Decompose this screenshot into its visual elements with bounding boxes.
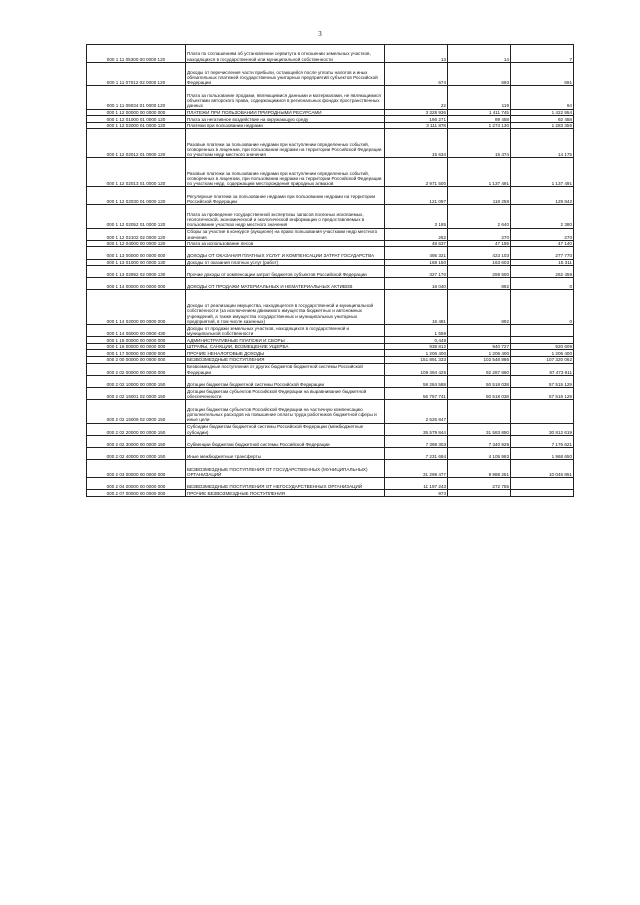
value-year-3-cell	[511, 400, 574, 423]
table-row	[87, 278, 574, 290]
value-year-2-cell: 92 287 860	[448, 363, 511, 375]
table-row	[87, 337, 574, 344]
value-year-1-cell: 109 494 429	[385, 363, 448, 375]
budget-code-cell: 000 2 02 40000 00 0000 150	[87, 447, 186, 459]
description-cell: АДМИНИСТРАТИВНЫЕ ПЛАТЕЖИ И СБОРЫ	[186, 337, 385, 344]
value-year-2-cell: 1 137 491	[448, 158, 511, 187]
value-year-1-cell: 3 328 936	[385, 109, 448, 116]
value-year-1-cell: 168 150	[385, 259, 448, 266]
value-year-3-cell: 1 422 954	[511, 109, 574, 116]
table-row	[87, 86, 574, 109]
value-year-3-cell: 0	[511, 290, 574, 325]
value-year-3-cell: 94	[511, 86, 574, 109]
description-cell: ДОХОДЫ ОТ ПРОДАЖИ МАТЕРИАЛЬНЫХ И НЕМАТЕРИАЛЬНЫХ АКТИВОВ	[186, 278, 385, 290]
value-year-3-cell: 1 968 650	[511, 447, 574, 459]
description-cell: Плата за негативное воздействие на окружающую среду	[186, 116, 385, 123]
budget-code-cell: 000 1 12 02000 01 0000 120	[87, 122, 186, 129]
table-row	[87, 109, 574, 116]
description-cell: Плата за использование лесов	[186, 240, 385, 247]
description-cell: ПРОЧИЕ БЕЗВОЗМЕЗДНЫЕ ПОСТУПЛЕНИЯ	[186, 490, 385, 497]
value-year-3-cell: 129 842	[511, 187, 574, 205]
budget-code-cell: 000 2 02 10000 00 0000 150	[87, 375, 186, 387]
table-row	[87, 240, 574, 247]
value-year-3-cell	[511, 325, 574, 337]
value-year-1-cell: 48 637	[385, 240, 448, 247]
value-year-2-cell: 259 500	[448, 266, 511, 278]
description-cell: Платежи при пользовании недрами	[186, 122, 385, 129]
value-year-3-cell: 57 515 129	[511, 375, 574, 387]
budget-code-cell: 000 1 17 00000 00 0000 000	[87, 350, 186, 357]
value-year-1-cell: 166 271	[385, 116, 448, 123]
value-year-2-cell: 102 548 886	[448, 357, 511, 364]
budget-code-cell: 000 2 02 20000 00 0000 150	[87, 423, 186, 435]
value-year-2-cell: 118 258	[448, 187, 511, 205]
table-row	[87, 477, 574, 489]
description-cell: БЕЗВОЗМЕЗДНЫЕ ПОСТУПЛЕНИЯ ОТ ГОСУДАРСТВЕННЫХ (МУНИЦИПАЛЬНЫХ) ОРГАНИЗАЦИЙ	[186, 460, 385, 478]
description-cell: Плата по соглашениям об установлении сервитута в отношении земельных участков, находящихся в государственной или муниципальной собственности	[186, 45, 385, 63]
value-year-1-cell: 3 111 878	[385, 122, 448, 129]
value-year-1-cell: 495 321	[385, 247, 448, 259]
value-year-1-cell: 973	[385, 490, 448, 497]
budget-code-cell: 000 1 12 02030 01 0000 120	[87, 187, 186, 205]
value-year-1-cell: 938 812	[385, 343, 448, 350]
value-year-1-cell: 7 231 694	[385, 447, 448, 459]
value-year-1-cell: 1 559	[385, 325, 448, 337]
description-cell: Доходы от реализации имущества, находящегося в государственной и муниципальной собственности (за исключением движимого имущества бюджетных и автономных учреждений, а также имущества государственных и муниципальных унитарных предприятий, в том числе казенных)	[186, 290, 385, 325]
description-cell: Дотации бюджетам субъектов Российской Федерации на частичную компенсацию дополнительных расходов на повышение оплаты труда работников бюджетной сферы и иные цели	[186, 400, 385, 423]
description-cell: Иные межбюджетные трансферты	[186, 447, 385, 459]
description-cell: Безвозмездные поступления от других бюджетов бюджетной системы Российской Федерации	[186, 363, 385, 375]
description-cell: ШТРАФЫ, САНКЦИИ, ВОЗМЕЩЕНИЕ УЩЕРБА	[186, 343, 385, 350]
value-year-3-cell: 7 176 621	[511, 435, 574, 447]
value-year-1-cell: 151 891 333	[385, 357, 448, 364]
table-row	[87, 343, 574, 350]
table-row	[87, 447, 574, 459]
value-year-2-cell	[448, 337, 511, 344]
value-year-1-cell: 11 197 243	[385, 477, 448, 489]
value-year-3-cell: 1 206 400	[511, 350, 574, 357]
value-year-3-cell	[511, 477, 574, 489]
budget-code-cell: 000 1 14 02000 00 0000 000	[87, 290, 186, 325]
value-year-1-cell: 674	[385, 62, 448, 85]
table-row	[87, 62, 574, 85]
table-row	[87, 460, 574, 478]
budget-code-cell: 000 1 11 07012 02 0000 120	[87, 62, 186, 85]
budget-code-cell: 000 1 12 02052 01 0000 120	[87, 205, 186, 228]
budget-code-cell: 000 1 13 01000 00 0000 130	[87, 259, 186, 266]
value-year-2-cell: 31 583 850	[448, 423, 511, 435]
value-year-2-cell: 47 159	[448, 240, 511, 247]
description-cell: ДОХОДЫ ОТ ОКАЗАНИЯ ПЛАТНЫХ УСЛУГ И КОМПЕНСАЦИИ ЗАТРАТ ГОСУДАРСТВА	[186, 247, 385, 259]
description-cell: ПЛАТЕЖИ ПРИ ПОЛЬЗОВАНИИ ПРИРОДНЫМИ РЕСУРСАМИ	[186, 109, 385, 116]
value-year-1-cell: 16 481	[385, 290, 448, 325]
value-year-3-cell: 262 459	[511, 266, 574, 278]
value-year-3-cell	[511, 490, 574, 497]
value-year-2-cell: 119	[448, 86, 511, 109]
value-year-1-cell: 7 398 303	[385, 435, 448, 447]
value-year-2-cell: 50 518 038	[448, 388, 511, 400]
table-row	[87, 158, 574, 187]
value-year-2-cell: 940 727	[448, 343, 511, 350]
description-cell: Прочие доходы от компенсации затрат бюджетов субъектов Российской Федерации	[186, 266, 385, 278]
table-row	[87, 325, 574, 337]
value-year-3-cell: 57 515 129	[511, 388, 574, 400]
description-cell: БЕЗВОЗМЕЗДНЫЕ ПОСТУПЛЕНИЯ ОТ НЕГОСУДАРСТВЕННЫХ ОРГАНИЗАЦИЙ	[186, 477, 385, 489]
budget-code-cell: 000 2 00 00000 00 0000 000	[87, 357, 186, 364]
budget-code-cell: 000 1 12 01000 01 0000 120	[87, 116, 186, 123]
value-year-2-cell: 892	[448, 278, 511, 290]
table-row	[87, 205, 574, 228]
description-cell: Дотации бюджетам бюджетной системы Российской Федерации	[186, 375, 385, 387]
value-year-3-cell: 10 046 851	[511, 460, 574, 478]
table-row	[87, 400, 574, 423]
table-row	[87, 247, 574, 259]
value-year-3-cell	[511, 337, 574, 344]
value-year-3-cell: 1 283 356	[511, 122, 574, 129]
value-year-3-cell: 920 609	[511, 343, 574, 350]
value-year-3-cell: 691	[511, 62, 574, 85]
table-row	[87, 375, 574, 387]
value-year-2-cell	[448, 400, 511, 423]
value-year-3-cell: 277 770	[511, 247, 574, 259]
value-year-3-cell: 14 175	[511, 129, 574, 158]
budget-code-cell: 000 1 11 05300 00 0000 120	[87, 45, 186, 63]
budget-code-cell: 000 1 12 04000 00 0000 120	[87, 240, 186, 247]
value-year-3-cell: 47 140	[511, 240, 574, 247]
table-row	[87, 129, 574, 158]
value-year-2-cell: 163 603	[448, 259, 511, 266]
table-row	[87, 228, 574, 240]
value-year-1-cell: 31 299 477	[385, 460, 448, 478]
value-year-3-cell: 270	[511, 228, 574, 240]
value-year-1-cell: 59 284 588	[385, 375, 448, 387]
table-row	[87, 116, 574, 123]
description-cell: Дотации бюджетам субъектов Российской Федерации на выравнивание бюджетной обеспеченности	[186, 388, 385, 400]
description-cell: Доходы от оказания платных услуг (работ)	[186, 259, 385, 266]
table-row	[87, 290, 574, 325]
budget-code-cell: 000 1 14 00000 00 0000 000	[87, 278, 186, 290]
value-year-3-cell: 1 137 491	[511, 158, 574, 187]
value-year-2-cell: 7 340 929	[448, 435, 511, 447]
description-cell: Разовые платежи за пользование недрами при наступлении определенных событий, оговоренных в лицензии, при пользовании недрами на территории Российской Федерации по участкам недр, содержащим месторождения природных алмазов	[186, 158, 385, 187]
value-year-1-cell: 13	[385, 45, 448, 63]
value-year-1-cell: 18 040	[385, 278, 448, 290]
table-row	[87, 388, 574, 400]
table-row	[87, 266, 574, 278]
value-year-1-cell: 262	[385, 228, 448, 240]
value-year-1-cell: 56 757 741	[385, 388, 448, 400]
value-year-3-cell: 0	[511, 278, 574, 290]
table-row	[87, 187, 574, 205]
table-row	[87, 122, 574, 129]
value-year-1-cell: 121 097	[385, 187, 448, 205]
value-year-2-cell: 9 988 251	[448, 460, 511, 478]
value-year-1-cell: 0,449	[385, 337, 448, 344]
value-year-1-cell: 1 206 400	[385, 350, 448, 357]
budget-code-cell: 000 1 12 02012 01 0000 120	[87, 129, 186, 158]
revenue-table	[86, 44, 574, 497]
value-year-2-cell: 423 103	[448, 247, 511, 259]
value-year-2-cell: 89 458	[448, 116, 511, 123]
value-year-1-cell: 35 579 844	[385, 423, 448, 435]
budget-code-cell: 000 1 12 02013 01 0000 120	[87, 158, 186, 187]
budget-code-cell: 000 1 11 09034 01 0000 120	[87, 86, 186, 109]
value-year-2-cell: 2 640	[448, 205, 511, 228]
budget-code-cell: 000 1 14 06000 00 0000 430	[87, 325, 186, 337]
description-cell: Доходы от продажи земельных участков, находящихся в государственной и муниципальной собственности	[186, 325, 385, 337]
table-row	[87, 490, 574, 497]
value-year-3-cell: 15 311	[511, 259, 574, 266]
value-year-2-cell: 14	[448, 45, 511, 63]
description-cell: Плата за пользование продами, являющимися данными и материалами, не являющимися объектами авторского права, содержащимися в региональных фондах пространственных данных	[186, 86, 385, 109]
value-year-2-cell: 693	[448, 62, 511, 85]
description-cell: Регулярные платежи за пользование недрами при пользовании недрами на территории Российской Федерации	[186, 187, 385, 205]
table-row	[87, 350, 574, 357]
table-row	[87, 45, 574, 63]
budget-code-cell: 000 2 02 15001 02 0000 150	[87, 388, 186, 400]
budget-code-cell: 000 1 13 02992 02 0000 130	[87, 266, 186, 278]
description-cell: БЕЗВОЗМЕЗДНЫЕ ПОСТУПЛЕНИЯ	[186, 357, 385, 364]
table-row	[87, 357, 574, 364]
budget-code-cell: 000 2 02 15009 02 0000 150	[87, 400, 186, 423]
value-year-1-cell: 15 634	[385, 129, 448, 158]
budget-code-cell: 000 2 07 00000 00 0000 000	[87, 490, 186, 497]
value-year-2-cell: 1 273 130	[448, 122, 511, 129]
value-year-2-cell: 15 474	[448, 129, 511, 158]
value-year-3-cell: 107 320 062	[511, 357, 574, 364]
value-year-2-cell: 892	[448, 290, 511, 325]
budget-code-cell: 000 1 12 00000 00 0000 000	[87, 109, 186, 116]
table-row	[87, 259, 574, 266]
value-year-3-cell: 30 812 619	[511, 423, 574, 435]
value-year-2-cell: 50 518 038	[448, 375, 511, 387]
value-year-2-cell	[448, 325, 511, 337]
budget-code-cell: 000 1 15 00000 00 0000 000	[87, 337, 186, 344]
value-year-1-cell: 22	[385, 86, 448, 109]
budget-code-cell: 000 2 02 30000 00 0000 150	[87, 435, 186, 447]
budget-code-cell: 000 1 16 00000 00 0000 000	[87, 343, 186, 350]
description-cell: Разовые платежи за пользование недрами при наступлении определенных событий, оговоренных в лицензии, при пользовании недрами на территории Российской Федерации по участкам недр местного значения	[186, 129, 385, 158]
budget-code-cell: 000 2 04 00000 00 0000 000	[87, 477, 186, 489]
value-year-3-cell: 97 473 911	[511, 363, 574, 375]
value-year-3-cell: 92 458	[511, 116, 574, 123]
budget-code-cell: 000 2 03 00000 00 0000 000	[87, 460, 186, 478]
table-row	[87, 363, 574, 375]
value-year-1-cell: 2 971 500	[385, 158, 448, 187]
budget-code-cell: 000 1 13 00000 00 0000 000	[87, 247, 186, 259]
value-year-2-cell: 272 755	[448, 477, 511, 489]
table-row	[87, 423, 574, 435]
budget-code-cell: 000 1 12 02102 02 0000 120	[87, 228, 186, 240]
value-year-2-cell	[448, 490, 511, 497]
description-cell: Сборы за участие в конкурсе (аукционе) на право пользования участками недр местного значения	[186, 228, 385, 240]
value-year-2-cell: 4 105 983	[448, 447, 511, 459]
value-year-2-cell: 1 206 400	[448, 350, 511, 357]
value-year-1-cell: 3 185	[385, 205, 448, 228]
description-cell: Субвенции бюджетам бюджетной системы Российской Федерации	[186, 435, 385, 447]
value-year-1-cell: 2 526 847	[385, 400, 448, 423]
value-year-3-cell: 2 380	[511, 205, 574, 228]
description-cell: ПРОЧИЕ НЕНАЛОГОВЫЕ ДОХОДЫ	[186, 350, 385, 357]
description-cell: Доходы от перечисления части прибыли, остающейся после уплаты налогов и иных обязательных платежей государственных унитарных предприятий субъектов Российской Федерации	[186, 62, 385, 85]
value-year-2-cell: 270	[448, 228, 511, 240]
value-year-3-cell: 7	[511, 45, 574, 63]
description-cell: Плата за проведение государственной экспертизы запасов полезных ископаемых, геологической, экономической и экологической информации о предоставляемых в пользование участках недр местного значения	[186, 205, 385, 228]
description-cell: Субсидии бюджетам бюджетной системы Российской Федерации (межбюджетные субсидии)	[186, 423, 385, 435]
budget-code-cell: 000 2 02 00000 00 0000 000	[87, 363, 186, 375]
page-number: 3	[318, 30, 322, 38]
value-year-2-cell: 1 411 745	[448, 109, 511, 116]
value-year-1-cell: 327 170	[385, 266, 448, 278]
table-row	[87, 435, 574, 447]
